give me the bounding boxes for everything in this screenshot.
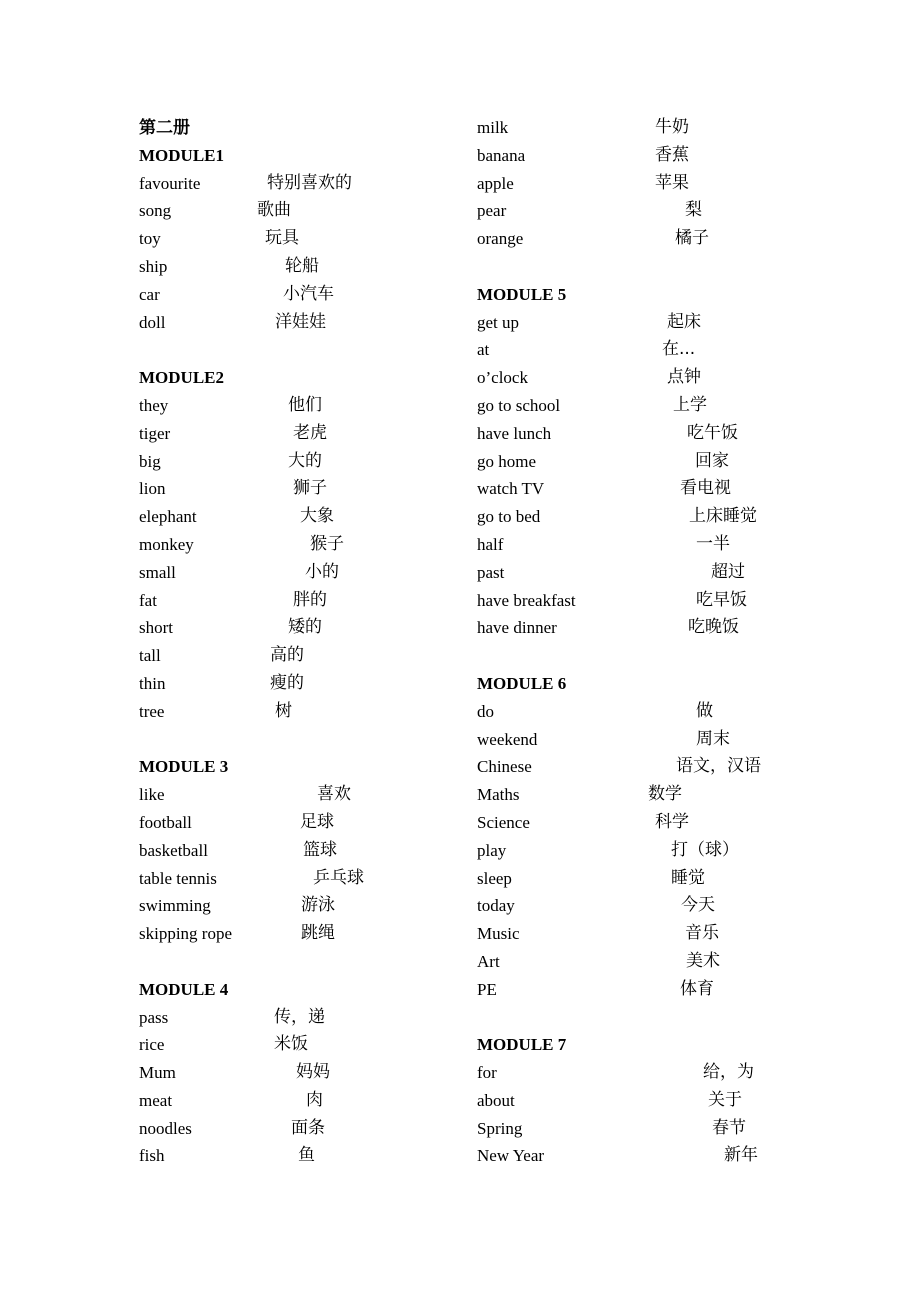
chinese-translation: 关于: [708, 1089, 742, 1110]
english-word: Mum: [139, 1063, 176, 1083]
vocab-entry: [477, 448, 807, 476]
chinese-translation: 上床睡觉: [689, 506, 757, 527]
english-word: about: [477, 1090, 515, 1110]
chinese-translation: 体育: [680, 978, 714, 999]
chinese-translation: 牛奶: [655, 117, 689, 137]
vocab-entry: [139, 392, 459, 420]
english-word: Spring: [477, 1118, 523, 1138]
chinese-translation: 传，递: [274, 1006, 325, 1027]
vocab-entry: [139, 225, 459, 253]
vocab-entry: [477, 197, 807, 225]
chinese-translation: 橘子: [675, 228, 709, 249]
chinese-translation: 洋娃娃: [275, 311, 326, 332]
vocab-entry: [477, 892, 807, 920]
chinese-translation: 矮的: [288, 617, 322, 638]
chinese-translation: 点钟: [667, 367, 701, 388]
vocab-entry: [477, 837, 807, 865]
vocab-entry: [139, 1031, 459, 1059]
vocab-entry: [139, 420, 459, 448]
chinese-translation: 特别喜欢的: [267, 172, 352, 193]
vocab-entry: [139, 475, 459, 503]
vocab-entry: [477, 1087, 807, 1115]
vocab-entry: [477, 976, 807, 1004]
spacer: [139, 726, 459, 754]
english-word: lion: [139, 479, 166, 499]
vocab-entry: [139, 309, 459, 337]
vocab-entry: [139, 642, 459, 670]
vocab-entry: [477, 809, 807, 837]
vocab-entry: [139, 587, 459, 615]
chinese-translation: 喜欢: [317, 784, 351, 805]
vocab-entry: [139, 448, 459, 476]
vocab-entry: [477, 1059, 807, 1087]
vocab-entry: [477, 559, 807, 587]
english-word: monkey: [139, 534, 194, 554]
chinese-translation: 篮球: [303, 839, 337, 860]
vocab-entry: [139, 698, 459, 726]
vocab-entry: [139, 809, 459, 837]
chinese-translation: 乒乓球: [313, 867, 364, 888]
english-word: play: [477, 840, 507, 860]
english-word: favourite: [139, 173, 201, 193]
english-word: banana: [477, 145, 526, 165]
chinese-translation: 上学: [673, 394, 707, 415]
chinese-translation: 吃晚饭: [688, 617, 739, 638]
vocab-entry: [139, 170, 459, 198]
english-word: have lunch: [477, 423, 552, 443]
english-word: tiger: [139, 423, 171, 443]
heading-text: MODULE 3: [139, 757, 229, 777]
english-word: New Year: [477, 1146, 545, 1166]
english-word: milk: [477, 118, 509, 137]
vocab-entry: [477, 364, 807, 392]
chinese-translation: 狮子: [293, 478, 327, 499]
english-word: noodles: [139, 1118, 192, 1138]
vocab-entry: [139, 531, 459, 559]
english-word: car: [139, 284, 160, 304]
english-word: fat: [139, 590, 157, 610]
section-heading: [139, 142, 459, 170]
vocab-entry: [139, 614, 459, 642]
chinese-translation: 科学: [655, 811, 689, 832]
vocab-entry: [477, 698, 807, 726]
chinese-translation: 玩具: [265, 228, 299, 249]
vocab-entry: [477, 781, 807, 809]
vocab-entry: [139, 1087, 459, 1115]
vocab-entry: [139, 197, 459, 225]
chinese-translation: 小汽车: [283, 283, 334, 304]
spacer: [139, 948, 459, 976]
heading-text: MODULE2: [139, 368, 224, 388]
chinese-translation: 面条: [291, 1117, 325, 1138]
english-word: rice: [139, 1035, 165, 1055]
vocab-entry: [477, 531, 807, 559]
english-word: doll: [139, 312, 166, 332]
spacer: [139, 336, 459, 364]
vocab-entry: [477, 726, 807, 754]
chinese-translation: 音乐: [685, 923, 719, 944]
english-word: orange: [477, 229, 524, 249]
english-word: song: [139, 201, 172, 221]
english-word: pass: [139, 1007, 169, 1027]
chinese-translation: 香蕉: [655, 144, 689, 165]
english-word: do: [477, 701, 494, 721]
chinese-translation: 妈妈: [296, 1062, 330, 1083]
chinese-translation: 大象: [300, 506, 334, 527]
section-heading: [477, 1031, 807, 1059]
spacer: [477, 1004, 807, 1032]
chinese-translation: 睡觉: [671, 867, 705, 888]
vocab-entry: [477, 336, 807, 364]
english-word: tree: [139, 701, 165, 721]
english-word: thin: [139, 673, 166, 693]
vocab-entry: [139, 781, 459, 809]
vocab-entry: [477, 392, 807, 420]
english-word: go home: [477, 451, 537, 471]
chinese-translation: 梨: [685, 200, 702, 221]
left-column: [139, 114, 459, 1170]
chinese-translation: 周末: [696, 728, 730, 749]
vocab-entry: [139, 1059, 459, 1087]
chinese-translation: 老虎: [293, 422, 327, 443]
chinese-translation: 猴子: [310, 533, 344, 554]
section-heading: [477, 670, 807, 698]
section-heading: [139, 976, 459, 1004]
chinese-translation: 一半: [696, 533, 730, 554]
english-word: basketball: [139, 840, 208, 860]
english-word: watch TV: [477, 479, 545, 499]
chinese-translation: 今天: [681, 895, 715, 916]
vocab-entry: [477, 309, 807, 337]
vocab-entry: [477, 503, 807, 531]
vocab-entry: [477, 865, 807, 893]
heading-text: MODULE 4: [139, 979, 229, 999]
heading-text: MODULE 6: [477, 673, 567, 693]
english-word: skipping rope: [139, 924, 233, 944]
vocab-entry: [477, 475, 807, 503]
chinese-translation: 游泳: [301, 895, 335, 916]
english-word: today: [477, 896, 515, 916]
chinese-translation: 他们: [288, 394, 322, 415]
vocab-entry: [477, 753, 807, 781]
english-word: Art: [477, 951, 500, 971]
english-word: big: [139, 451, 161, 471]
chinese-translation: 数学: [648, 784, 682, 805]
vocab-entry: [139, 503, 459, 531]
english-word: meat: [139, 1090, 173, 1110]
section-heading: [477, 281, 807, 309]
english-word: get up: [477, 312, 520, 332]
vocab-entry: [477, 920, 807, 948]
vocab-entry: [139, 281, 459, 309]
chinese-translation: 足球: [300, 811, 334, 832]
chinese-translation: 胖的: [293, 589, 327, 610]
english-word: sleep: [477, 868, 512, 888]
english-word: have breakfast: [477, 590, 576, 610]
vocab-entry: [139, 253, 459, 281]
chinese-translation: 小的: [305, 561, 339, 582]
vocab-entry: [477, 225, 807, 253]
english-word: swimming: [139, 896, 211, 916]
english-word: fish: [139, 1146, 165, 1166]
heading-text: MODULE1: [139, 145, 224, 165]
vocab-entry: [139, 837, 459, 865]
english-word: ship: [139, 256, 168, 276]
english-word: football: [139, 812, 192, 832]
vocab-entry: [139, 1115, 459, 1143]
english-word: have dinner: [477, 618, 557, 638]
vocab-entry: [139, 670, 459, 698]
heading-text: MODULE 5: [477, 284, 567, 304]
chinese-translation: 高的: [270, 645, 304, 666]
right-column: [477, 114, 807, 1170]
chinese-translation: 超过: [711, 561, 745, 582]
section-heading: [139, 114, 459, 142]
vocab-entry: [477, 420, 807, 448]
vocab-entry: [477, 142, 807, 170]
vocab-entry: [477, 114, 807, 142]
english-word: at: [477, 340, 490, 360]
chinese-translation: 轮船: [285, 255, 319, 276]
english-word: Science: [477, 812, 530, 832]
vocab-entry: [139, 865, 459, 893]
english-word: o’clock: [477, 368, 528, 388]
chinese-translation: 给，为: [703, 1062, 754, 1083]
chinese-translation: 语文，汉语: [676, 756, 761, 777]
chinese-translation: 春节: [712, 1117, 746, 1138]
english-word: apple: [477, 173, 514, 193]
english-word: pear: [477, 201, 507, 221]
vocab-entry: [477, 948, 807, 976]
english-word: PE: [477, 979, 497, 999]
vocab-entry: [477, 1115, 807, 1143]
chinese-translation: 美术: [686, 950, 720, 971]
vocab-entry: [477, 170, 807, 198]
english-word: like: [139, 785, 165, 805]
english-word: Maths: [477, 785, 520, 805]
chinese-translation: 肉: [306, 1089, 323, 1110]
vocab-entry: [477, 587, 807, 615]
vocab-entry: [139, 1142, 459, 1170]
english-word: Music: [477, 924, 520, 944]
vocab-entry: [477, 1142, 807, 1170]
chinese-translation: 在...: [662, 339, 696, 360]
spacer: [477, 253, 807, 281]
vocab-entry: [139, 892, 459, 920]
vocab-entry: [139, 1004, 459, 1032]
chinese-translation: 新年: [724, 1145, 758, 1166]
section-heading: [139, 753, 459, 781]
english-word: elephant: [139, 507, 197, 527]
chinese-translation: 打（球）: [671, 839, 739, 860]
vocab-entry: [139, 920, 459, 948]
chinese-translation: 大的: [288, 450, 322, 471]
spacer: [477, 642, 807, 670]
chinese-translation: 歌曲: [257, 200, 291, 221]
english-word: they: [139, 395, 169, 415]
english-word: tall: [139, 646, 161, 666]
vocab-entry: [139, 559, 459, 587]
english-word: Chinese: [477, 757, 532, 777]
english-word: weekend: [477, 729, 538, 749]
chinese-translation: 做: [696, 700, 713, 721]
english-word: past: [477, 562, 505, 582]
english-word: go to bed: [477, 507, 541, 527]
english-word: small: [139, 562, 176, 582]
chinese-translation: 树: [275, 700, 292, 721]
chinese-translation: 苹果: [655, 172, 689, 193]
vocab-entry: [477, 614, 807, 642]
english-word: half: [477, 534, 504, 554]
english-word: table tennis: [139, 868, 217, 888]
chinese-translation: 米饭: [274, 1034, 308, 1055]
heading-text: 第二册: [139, 118, 190, 137]
chinese-translation: 起床: [667, 311, 701, 332]
section-heading: [139, 364, 459, 392]
chinese-translation: 吃早饭: [696, 589, 747, 610]
english-word: for: [477, 1063, 497, 1083]
english-word: short: [139, 618, 173, 638]
chinese-translation: 回家: [695, 450, 729, 471]
english-word: go to school: [477, 395, 561, 415]
chinese-translation: 吃午饭: [687, 422, 738, 443]
chinese-translation: 跳绳: [301, 923, 335, 944]
chinese-translation: 瘦的: [270, 672, 304, 693]
chinese-translation: 看电视: [680, 478, 731, 499]
chinese-translation: 鱼: [298, 1145, 315, 1166]
heading-text: MODULE 7: [477, 1035, 567, 1055]
english-word: toy: [139, 229, 161, 249]
